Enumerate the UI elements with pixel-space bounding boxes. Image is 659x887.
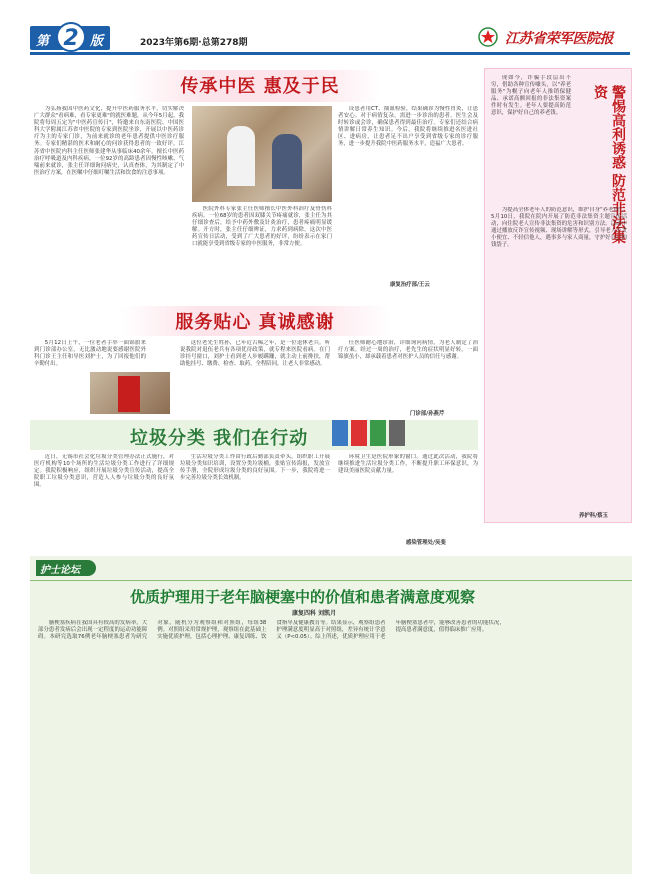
sidebar-byline: 养护科/蔡玉 xyxy=(579,513,608,519)
article-column-1: 近日，无锡市社会化垃圾分类管理办法正式施行，对医疗机构等10个场所的生活垃圾分类工作进行了详细规定。我院积极响应，组织开展垃圾分类宣传活动，提高全院职工垃圾分类意识，营造人人参与垃圾分类的良好氛围。 xyxy=(34,454,174,489)
edition-prefix: 第 xyxy=(36,34,50,49)
header-rule xyxy=(30,52,630,55)
column-tag: 护士论坛 xyxy=(40,565,80,576)
page-number: 2 xyxy=(56,22,86,52)
sidebar-body: 为提高全体老年人的防范意识，维护自身"养老钱"，5月10日，我院在院内开展了防范非法集资主题宣传活动，向住院老人宣传非法集资的危害和识别方法。活动中通过播放反诈宣传视频、现场讲解等形式，引导老人不贪小便宜、不轻信他人，遇事多与家人商量，守护好自己的钱袋子。 xyxy=(491,207,627,249)
divider xyxy=(30,580,632,581)
article-title: 传承中医 惠及于民 xyxy=(180,76,340,97)
masthead xyxy=(0,0,659,60)
article-body: 脑梗塞疾病在我国具有较高的发病率，大部分患者发病后会出现一定程度的运动功能障碍。本研究选取76例老年脑梗塞患者为研究对象，随机分为观察组和对照组，每组38例。对照组采用常规护理，观察组在此基础上实施优质护理，包括心理护理、康复训练、饮食指导及健康教育等。结果显示，观察组患者护理满意度明显高于对照组，差异有统计学意义（P<0.05）。综上所述，优质护理应用于老年脑梗塞患者中，能够改善患者的功能状况，提高患者满意度，值得临床推广应用。 xyxy=(38,620,505,641)
banner-presentation-photo xyxy=(90,372,170,414)
article-chinese-medicine xyxy=(30,62,478,292)
garbage-bins-icon xyxy=(330,414,410,448)
article-column-3: 设患者用CT、抽血检验，结果确诊为慢性胃炎，让患者安心。对于病情复杂，需进一步诊治的患者，医生会及时转诊或会诊，确保患者得到最佳治疗。专家们还结合病情讲解日常养生知识。今后，我院将继续推进名医进社区、进病房，让患者足不出户享受到省级专家的诊疗服务，进一步提升我院中医药服务水平，造福广大患者。 xyxy=(338,106,478,148)
sidebar-title: 警惕高利诱惑 防范非法集资 xyxy=(592,85,626,244)
article-byline: 康复治疗部/王云 xyxy=(390,282,430,288)
issue-info: 2023年第6期·总第278期 xyxy=(140,38,248,48)
article-byline: 感染管理处/吴斐 xyxy=(406,540,446,546)
article-title: 服务贴心 真诚感谢 xyxy=(175,312,335,333)
doctor-consultation-photo xyxy=(192,106,332,202)
article-byline: 门诊部/孙燕芹 xyxy=(410,411,445,417)
article-column-2: 生活垃圾分类工作由行政后勤部负责牵头，组织职工开展垃圾分类知识培训，设置分类垃圾桶，张贴宣传海报，发放宣传手册，全院形成垃圾分类的良好氛围。下一步，我院将进一步完善垃圾分类长效机制。 xyxy=(180,454,330,482)
article-column-2: 这位老先生姓孙，已年近古稀之年，是一位退休老兵。听说我院对退伍老兵有各项优待政策，就专程来医院看病。在门诊挂号窗口，刘护士看到老人步履蹒跚，就主动上前搀扶，帮助他挂号、缴费、检查、取药，全程陪同，让老人非常感动。 xyxy=(180,340,330,368)
article-title: 优质护理用于老年脑梗塞中的价值和患者满意度观察 xyxy=(130,588,476,606)
article-authors: 康复四科 刘凯月 xyxy=(292,610,337,617)
article-garbage-sorting xyxy=(30,420,478,550)
page-badge xyxy=(30,26,110,50)
article-thanks xyxy=(30,292,478,420)
article-nursing xyxy=(30,556,632,874)
article-column-1: 5月12日上午，一位老者手举一面锦旗来到门诊部办公室，无比激动地说要感谢医院外科门诊王主任和导医刘护士，为了回报他们的辛勤付出。 xyxy=(34,340,146,368)
article-column-3: 任医师耐心地诊治，详细询问病情，为老人制定了治疗方案。经过一周的治疗，老先生的症状明显好转。一面锦旗虽小，却承载着患者对医护人员的信任与感谢。 xyxy=(338,340,478,361)
article-column-1: 为弘扬我国中医药文化，提升中医药服务水平，切实解决广大群众"看病难，看专家更难"的就医难题，从今年5月起，我院将每周五定为"中医药宣传日"，特邀来自东南医院、中国医科大学附属江苏省中医院的专家到医院坐诊，开展以中医药诊疗为主的专家门诊，为前来就诊的老年患者提供中医诊疗服务。专家们精湛的医术和耐心的问诊获得患者的一致好评。江苏省中医院内科主任医师张建华从事临床40余年，擅长中医药治疗呼吸道及内科疾病。一位92岁的高龄患者因慢性咳嗽、气喘前来就诊，张主任详细询问病史，认真查体，为其制定了中医治疗方案，在医嘱中仔细叮嘱生活和饮食的注意事项。 xyxy=(34,106,184,176)
article-column-3: 环境卫生是医院形象的窗口。通过此次活动，我院将继续推进生活垃圾分类工作，不断提升职工环保意识，为建设美丽医院贡献力量。 xyxy=(338,454,478,475)
hospital-logo-icon xyxy=(478,27,498,47)
paper-name: 江苏省荣军医院报 xyxy=(505,31,613,47)
article-title: 垃圾分类 我们在行动 xyxy=(130,428,309,449)
sidebar-article xyxy=(484,68,632,523)
edition-suffix: 版 xyxy=(90,34,104,49)
article-column-2: 医院外科专家张主任医师擅长中医外科治疗及骨伤科疾病。一位68岁的患者因双膝关节疼痛就诊，张主任为其仔细诊查后，给予中药外敷及针灸治疗，患者疼痛明显缓解。开方时，张主任仔细辨证，力求药到病除。这次中医药宣传日活动，受到了广大患者的好评，纷纷表示在家门口就能享受到省级专家的中医服务，非常方便。 xyxy=(192,206,332,248)
sidebar-intro: 现如今，诈骗手段层出不穷，借助各种宣传噱头，以"养老服务"为幌子向老年人推销保健品、承诺高额回报的非法集资案件时有发生。老年人要提高防范意识，保护好自己的养老钱。 xyxy=(491,75,571,117)
